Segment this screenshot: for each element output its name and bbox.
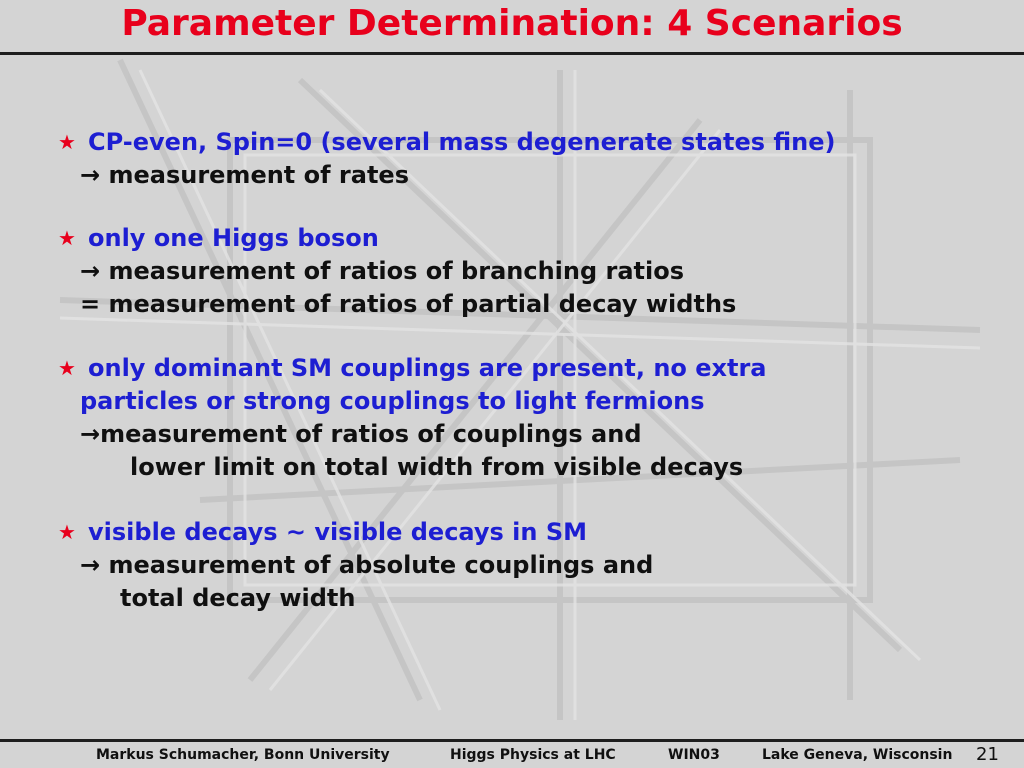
scenario-1-heading: ★ CP-even, Spin=0 (several mass degenerate states fine): [58, 126, 836, 159]
scenario-4-line-2: → measurement of absolute couplings and: [80, 551, 654, 579]
slide-footer: [0, 745, 1024, 765]
title-divider: [0, 52, 1024, 55]
scenario-2-heading: ★ only one Higgs boson: [58, 222, 736, 255]
footer-divider: [0, 739, 1024, 742]
scenario-2: [58, 222, 736, 321]
slide-title: Parameter Determination: 4 Scenarios: [121, 3, 903, 44]
star-icon: ★: [58, 520, 76, 544]
scenario-1: [58, 126, 836, 192]
star-icon: ★: [58, 356, 76, 380]
scenario-4-heading: ★ visible decays ~ visible decays in SM: [58, 516, 653, 549]
scenario-3-line-4: lower limit on total width from visible decays: [130, 453, 744, 481]
star-icon: ★: [58, 226, 76, 250]
footer-location: Lake Geneva, Wisconsin: [762, 747, 953, 763]
scenario-4: [58, 516, 653, 615]
scenario-3: [58, 352, 767, 484]
scenario-2-line-2: → measurement of ratios of branching ratios: [80, 257, 685, 285]
scenario-3-heading: ★ only dominant SM couplings are present, no extra: [58, 352, 767, 385]
footer-author: Markus Schumacher, Bonn University: [96, 747, 390, 763]
page-number: 21: [976, 744, 999, 765]
footer-conference: WIN03: [668, 747, 720, 763]
scenario-4-line-3: total decay width: [120, 584, 356, 612]
scenario-3-line-3: →measurement of ratios of couplings and: [80, 420, 642, 448]
star-icon: ★: [58, 130, 76, 154]
scenario-1-line-2: → measurement of rates: [80, 161, 409, 189]
scenario-2-line-3: = measurement of ratios of partial decay widths: [80, 290, 737, 318]
scenario-3-heading-cont: particles or strong couplings to light fermions: [80, 387, 705, 415]
footer-talk-title: Higgs Physics at LHC: [450, 747, 616, 763]
